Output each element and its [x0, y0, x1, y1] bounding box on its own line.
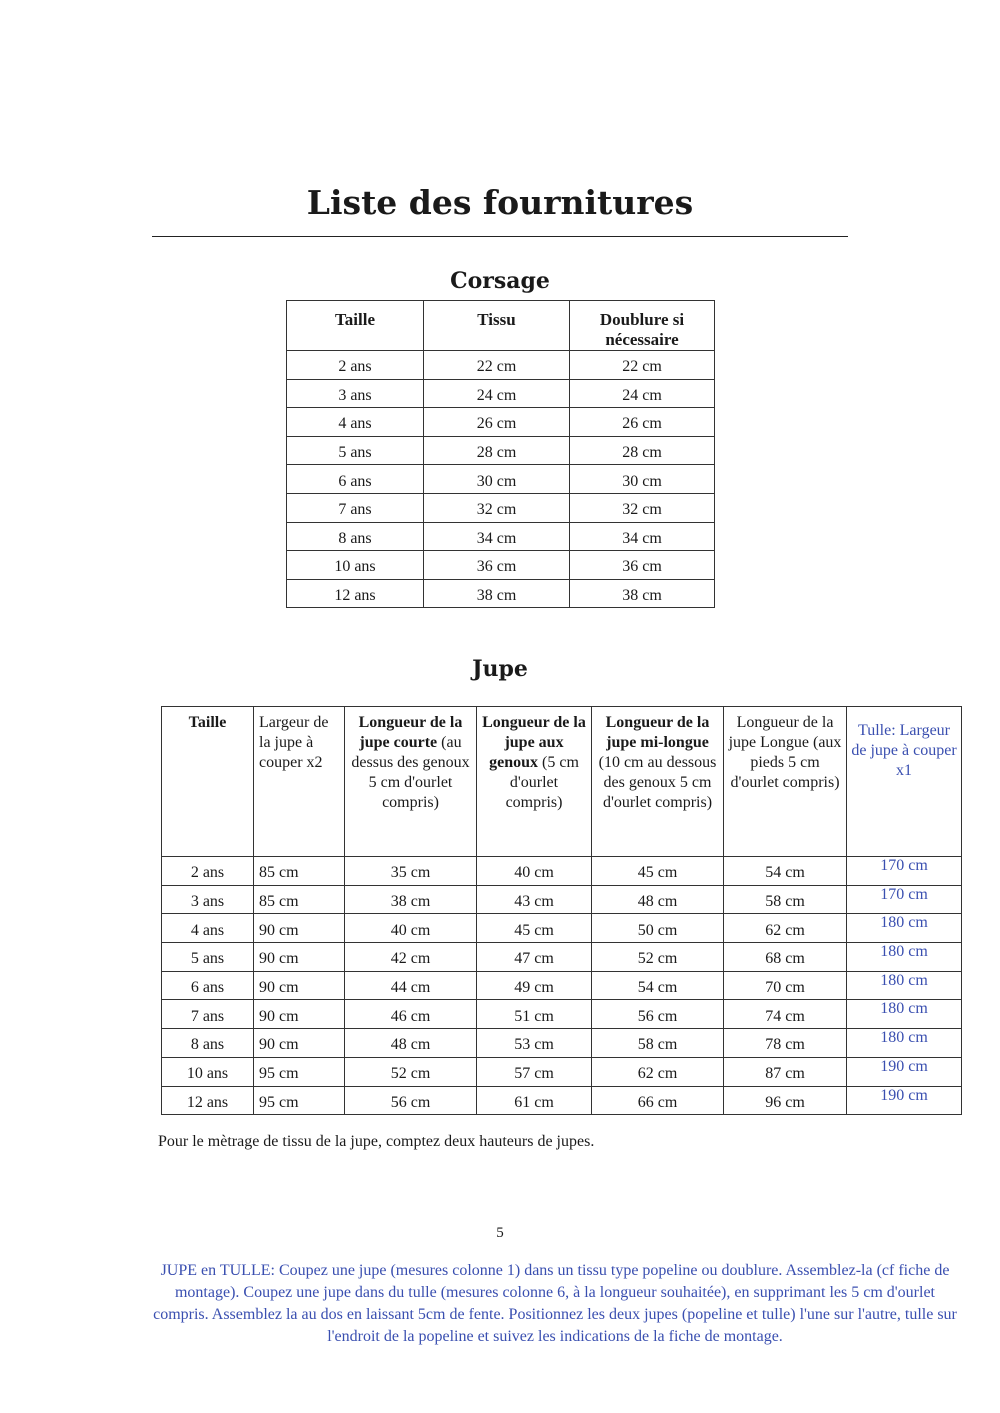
- table-cell: 74 cm: [724, 1000, 847, 1029]
- table-cell: 4 ans: [162, 914, 254, 943]
- table-cell: 56 cm: [345, 1086, 477, 1115]
- table-cell: 52 cm: [592, 943, 724, 972]
- table-cell: 7 ans: [162, 1000, 254, 1029]
- table-row: [287, 408, 715, 437]
- table-cell: 28 cm: [570, 436, 715, 465]
- table-cell: 45 cm: [592, 857, 724, 886]
- table-cell: 45 cm: [477, 914, 592, 943]
- column-header: [254, 707, 345, 857]
- table-cell: 85 cm: [254, 885, 345, 914]
- table-cell: 87 cm: [724, 1057, 847, 1086]
- table-cell: 30 cm: [424, 465, 570, 494]
- table-row: [287, 379, 715, 408]
- table-cell: 46 cm: [345, 1000, 477, 1029]
- header-rest: (5 cm d'ourlet compris): [505, 754, 579, 811]
- column-header: [162, 707, 254, 857]
- table-cell: 34 cm: [570, 522, 715, 551]
- column-header: [345, 707, 477, 857]
- corsage-table: [286, 300, 715, 608]
- table-cell: 44 cm: [345, 971, 477, 1000]
- table-cell: 2 ans: [162, 857, 254, 886]
- table-cell: 10 ans: [287, 551, 424, 580]
- table-cell: 50 cm: [592, 914, 724, 943]
- table-cell: 54 cm: [592, 971, 724, 1000]
- table-cell: 95 cm: [254, 1086, 345, 1115]
- jupe-table: [161, 706, 962, 1115]
- table-cell: 10 ans: [162, 1057, 254, 1086]
- table-cell: 40 cm: [477, 857, 592, 886]
- table-cell: 22 cm: [424, 351, 570, 380]
- table-cell: 32 cm: [570, 493, 715, 522]
- column-header: [477, 707, 592, 857]
- table-cell: 3 ans: [287, 379, 424, 408]
- header-rest: Longueur de la jupe Longue (aux pieds 5 cm d'ourlet compris): [728, 714, 842, 791]
- table-cell: 30 cm: [570, 465, 715, 494]
- table-cell: 180 cm: [847, 943, 962, 972]
- table-cell: 90 cm: [254, 943, 345, 972]
- table-cell: 36 cm: [570, 551, 715, 580]
- table-cell: 49 cm: [477, 971, 592, 1000]
- table-cell: 62 cm: [592, 1057, 724, 1086]
- table-cell: 66 cm: [592, 1086, 724, 1115]
- table-row: [162, 914, 962, 943]
- table-cell: 26 cm: [424, 408, 570, 437]
- header-rest: Tulle: Largeur de jupe à couper x1: [851, 722, 957, 779]
- column-header: Tissu: [424, 301, 570, 351]
- table-cell: 2 ans: [287, 351, 424, 380]
- table-cell: 190 cm: [847, 1086, 962, 1115]
- table-cell: 12 ans: [162, 1086, 254, 1115]
- table-cell: 38 cm: [570, 579, 715, 608]
- table-cell: 38 cm: [424, 579, 570, 608]
- column-header: [724, 707, 847, 857]
- table-row: [162, 1000, 962, 1029]
- table-cell: 96 cm: [724, 1086, 847, 1115]
- table-row: [287, 522, 715, 551]
- header-rest: Largeur de la jupe à couper x2: [259, 714, 329, 771]
- table-row: [162, 885, 962, 914]
- table-row: [162, 1057, 962, 1086]
- table-cell: 90 cm: [254, 914, 345, 943]
- table-cell: 4 ans: [287, 408, 424, 437]
- table-row: [287, 551, 715, 580]
- table-row: [287, 493, 715, 522]
- header-rest: (10 cm au dessous des genoux 5 cm d'ourlet compris): [598, 754, 717, 811]
- table-cell: 38 cm: [345, 885, 477, 914]
- column-header: Taille: [287, 301, 424, 351]
- table-cell: 70 cm: [724, 971, 847, 1000]
- table-cell: 32 cm: [424, 493, 570, 522]
- table-cell: 170 cm: [847, 857, 962, 886]
- table-row: [162, 1086, 962, 1115]
- table-cell: 35 cm: [345, 857, 477, 886]
- table-row: [162, 971, 962, 1000]
- table-cell: 6 ans: [162, 971, 254, 1000]
- table-cell: 34 cm: [424, 522, 570, 551]
- table-row: [287, 579, 715, 608]
- column-header-tulle: [847, 707, 962, 857]
- table-row: [287, 436, 715, 465]
- fabric-note: Pour le mètrage de tissu de la jupe, comptez deux hauteurs de jupes.: [158, 1133, 595, 1150]
- table-cell: 47 cm: [477, 943, 592, 972]
- table-cell: 180 cm: [847, 971, 962, 1000]
- tulle-skirt-instructions: JUPE en TULLE: Coupez une jupe (mesures colonne 1) dans un tissu type popeline ou doublure. Assemblez-la (cf fiche de montage). Coupez une jupe dans du tulle (mesures colonne 6, à la longueur souhaitée), en supprimant les 5 cm d'ourlet compris. Assemblez la au dos en laissant 5cm de fente. Positionnez les deux jupes (popeline et tulle) l'une sur l'autre, tulle sur l'endroit de la popeline et suivez les indications de la fiche de montage.: [153, 1262, 957, 1345]
- header-bold: Longueur de la jupe mi-longue: [605, 714, 710, 751]
- table-cell: 5 ans: [162, 943, 254, 972]
- table-cell: 57 cm: [477, 1057, 592, 1086]
- table-row: [162, 1029, 962, 1058]
- column-header: [592, 707, 724, 857]
- jupe-section-title: Jupe: [472, 656, 528, 682]
- table-cell: 6 ans: [287, 465, 424, 494]
- table-cell: 8 ans: [162, 1029, 254, 1058]
- table-cell: 62 cm: [724, 914, 847, 943]
- table-cell: 180 cm: [847, 1000, 962, 1029]
- table-cell: 61 cm: [477, 1086, 592, 1115]
- table-cell: 24 cm: [570, 379, 715, 408]
- table-row: [287, 465, 715, 494]
- table-row: [162, 943, 962, 972]
- table-cell: 78 cm: [724, 1029, 847, 1058]
- table-cell: 7 ans: [287, 493, 424, 522]
- table-cell: 48 cm: [345, 1029, 477, 1058]
- table-cell: 5 ans: [287, 436, 424, 465]
- table-cell: 90 cm: [254, 1029, 345, 1058]
- table-cell: 58 cm: [724, 885, 847, 914]
- table-cell: 48 cm: [592, 885, 724, 914]
- table-row: [287, 351, 715, 380]
- header-rest: (au dessus des genoux 5 cm d'ourlet compris): [351, 734, 470, 811]
- table-cell: 85 cm: [254, 857, 345, 886]
- column-header: Doublure si nécessaire: [570, 301, 715, 351]
- table-cell: 190 cm: [847, 1057, 962, 1086]
- table-cell: 26 cm: [570, 408, 715, 437]
- table-cell: 90 cm: [254, 1000, 345, 1029]
- table-cell: 56 cm: [592, 1000, 724, 1029]
- table-cell: 28 cm: [424, 436, 570, 465]
- table-cell: 43 cm: [477, 885, 592, 914]
- header-bold: Taille: [188, 714, 227, 731]
- table-cell: 3 ans: [162, 885, 254, 914]
- table-cell: 8 ans: [287, 522, 424, 551]
- table-header-row: [162, 707, 962, 857]
- table-cell: 36 cm: [424, 551, 570, 580]
- table-cell: 53 cm: [477, 1029, 592, 1058]
- table-cell: 54 cm: [724, 857, 847, 886]
- title-divider: [152, 236, 848, 237]
- table-cell: 40 cm: [345, 914, 477, 943]
- table-cell: 95 cm: [254, 1057, 345, 1086]
- table-cell: 90 cm: [254, 971, 345, 1000]
- table-cell: 42 cm: [345, 943, 477, 972]
- header-bold: Longueur de la jupe courte: [358, 714, 463, 751]
- page-title: Liste des fournitures: [306, 183, 694, 222]
- table-cell: 170 cm: [847, 885, 962, 914]
- table-cell: 58 cm: [592, 1029, 724, 1058]
- table-cell: 68 cm: [724, 943, 847, 972]
- table-cell: 180 cm: [847, 1029, 962, 1058]
- table-cell: 24 cm: [424, 379, 570, 408]
- corsage-section-title: Corsage: [450, 268, 550, 294]
- page-number: 5: [496, 1225, 504, 1241]
- table-cell: 52 cm: [345, 1057, 477, 1086]
- table-cell: 51 cm: [477, 1000, 592, 1029]
- table-cell: 180 cm: [847, 914, 962, 943]
- table-header-row: [287, 301, 715, 351]
- table-cell: 12 ans: [287, 579, 424, 608]
- header-bold: Longueur de la jupe aux genoux: [482, 714, 586, 771]
- table-cell: 22 cm: [570, 351, 715, 380]
- table-row: [162, 857, 962, 886]
